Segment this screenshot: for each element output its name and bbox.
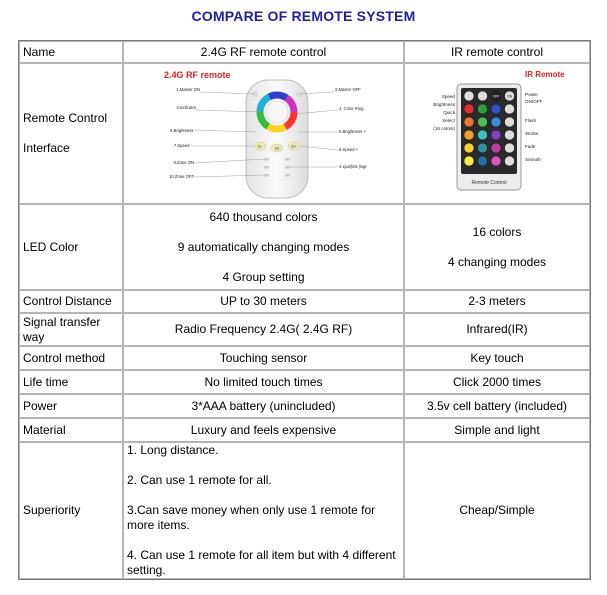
superiority-point-4: 4. Can use 1 remote for all item but with 4 different setting. [127, 548, 396, 577]
row-ir-value: Infrared(IR) [404, 313, 590, 346]
led-color-label: LED Color [19, 204, 123, 290]
ir-remote-image-cell [404, 63, 590, 204]
ir-color-button [478, 143, 488, 153]
led-rf-line-2: 9 automatically changing modes [177, 239, 350, 254]
interface-label-line1: Remote Control [23, 111, 108, 125]
table-row [19, 346, 590, 370]
ir-color-button [505, 130, 515, 140]
superiority-point-2: 2. Can use 1 remote for all. [127, 473, 272, 487]
rf-image-title: 2.4G RF remote [163, 69, 231, 80]
ir-left-label: Speed [441, 93, 455, 99]
label-brightness-plus: 5.Brightness + [338, 128, 366, 134]
row-ir-value: Key touch [404, 346, 590, 370]
table-row [19, 370, 590, 394]
led-ir-line-2: 4 changing modes [447, 254, 547, 269]
label-color-ring: 4. Color Ring [338, 105, 363, 111]
ir-right-label: Power [525, 91, 539, 97]
comparison-table [18, 40, 591, 580]
row-label: Life time [19, 370, 123, 394]
label-zone-on: 9.Zone ON [173, 159, 194, 165]
ir-left-labels [433, 94, 455, 131]
ir-color-button [491, 143, 501, 153]
superiority-point-1: 1. Long distance. [127, 443, 219, 457]
header-ir: IR remote control [404, 41, 590, 63]
header-rf: 2.4G RF remote control [123, 41, 404, 63]
row-ir-value: Simple and light [404, 418, 590, 442]
row-rf-value: Touching sensor [123, 346, 404, 370]
header-row [19, 41, 590, 63]
row-label: Signal transfer way [19, 313, 123, 346]
header-name: Name [19, 41, 123, 63]
row-label: Control method [19, 346, 123, 370]
s-plus-label: S+ [290, 143, 297, 149]
label-zone-off: 10.Zone OFF [168, 173, 194, 179]
ir-right-label: Strobe [525, 130, 539, 136]
superiority-row [19, 442, 590, 579]
row-label: Material [19, 418, 123, 442]
row-ir-value: 2-3 meters [404, 290, 590, 313]
ir-color-button [505, 156, 515, 166]
label-brightness-minus: 6.Brightness - [169, 127, 196, 133]
superiority-rf [123, 442, 404, 579]
ir-top-button-label: OFF [492, 94, 500, 98]
ir-color-button [478, 156, 488, 166]
ir-color-button [464, 91, 474, 101]
row-ir-value: Click 2000 times [404, 370, 590, 394]
superiority-label: Superiority [19, 442, 123, 579]
superiority-point-3: 3.Can save money when only use 1 remote for more items. [127, 503, 376, 532]
row-rf-value: Luxury and feels expensive [123, 418, 404, 442]
row-rf-value: UP to 30 meters [123, 290, 404, 313]
table-row [19, 394, 590, 418]
ir-left-label: Select [442, 117, 455, 123]
table-row [19, 313, 590, 346]
ir-color-button [478, 117, 488, 127]
rf-remote-image-cell [123, 63, 404, 204]
label-speed-plus: 8.Speed + [338, 146, 358, 152]
label-link: 4 xjun|link |ingr [338, 163, 367, 169]
ir-color-button [505, 104, 515, 114]
s-minus-label: S- [257, 143, 262, 149]
label-master-off: 2.Master OFF [334, 86, 361, 92]
led-color-rf [123, 204, 404, 290]
ir-color-button [478, 91, 488, 101]
led-color-ir [404, 204, 590, 290]
ir-color-button [464, 117, 474, 127]
ir-color-button [464, 143, 474, 153]
led-color-row [19, 204, 590, 290]
ir-color-button [491, 117, 501, 127]
ir-left-label: Brightness [433, 101, 455, 107]
ir-color-button [505, 143, 515, 153]
row-label: Control Distance [19, 290, 123, 313]
table-row [19, 418, 590, 442]
ir-color-button [491, 156, 501, 166]
led-ir-line-1: 16 colors [472, 224, 522, 239]
row-rf-value: 3*AAA battery (unincluded) [123, 394, 404, 418]
led-rf-line-3: 4 Group setting [222, 269, 305, 284]
ir-remote-image [407, 66, 587, 202]
ir-color-button [478, 104, 488, 114]
ir-color-button [491, 130, 501, 140]
row-rf-value: No limited touch times [123, 370, 404, 394]
row-label: Power [19, 394, 123, 418]
rf-remote-image [144, 66, 384, 202]
ir-color-button [464, 130, 474, 140]
page-title: COMPARE OF REMOTE SYSTEM [191, 8, 416, 24]
ir-color-button [464, 156, 474, 166]
led-rf-line-1: 640 thousand colors [209, 209, 318, 224]
label-speed-minus: 7.Speed - [173, 142, 192, 148]
ir-left-label: Quick [443, 109, 455, 115]
ir-left-label: (16 colors) [433, 125, 455, 131]
ir-color-button [478, 130, 488, 140]
ir-color-button [464, 104, 474, 114]
ir-right-label: Fade [525, 143, 536, 149]
mode-label: M [274, 145, 279, 151]
interface-label [19, 63, 123, 204]
row-ir-value: 3.5v cell battery (included) [404, 394, 590, 418]
label-indicator: 3.Indicator [175, 104, 196, 110]
interface-row [19, 63, 590, 204]
table-row [19, 290, 590, 313]
interface-label-line2: Interface [23, 141, 70, 155]
ir-color-button [505, 117, 515, 127]
ir-image-title: IR Remote [525, 69, 565, 79]
ir-right-labels [525, 92, 543, 162]
superiority-ir: Cheap/Simple [404, 442, 590, 579]
ir-right-label: ON/OFF [525, 98, 543, 104]
ir-top-button-label: ON [506, 94, 513, 98]
row-rf-value: Radio Frequency 2.4G( 2.4G RF) [123, 313, 404, 346]
label-master-on: 1.Master ON [175, 86, 200, 92]
ir-right-label: Flash [525, 117, 537, 123]
ir-brand: Remote Control [471, 179, 507, 186]
ir-color-button [491, 104, 501, 114]
ir-right-label: Smooth [525, 156, 541, 162]
